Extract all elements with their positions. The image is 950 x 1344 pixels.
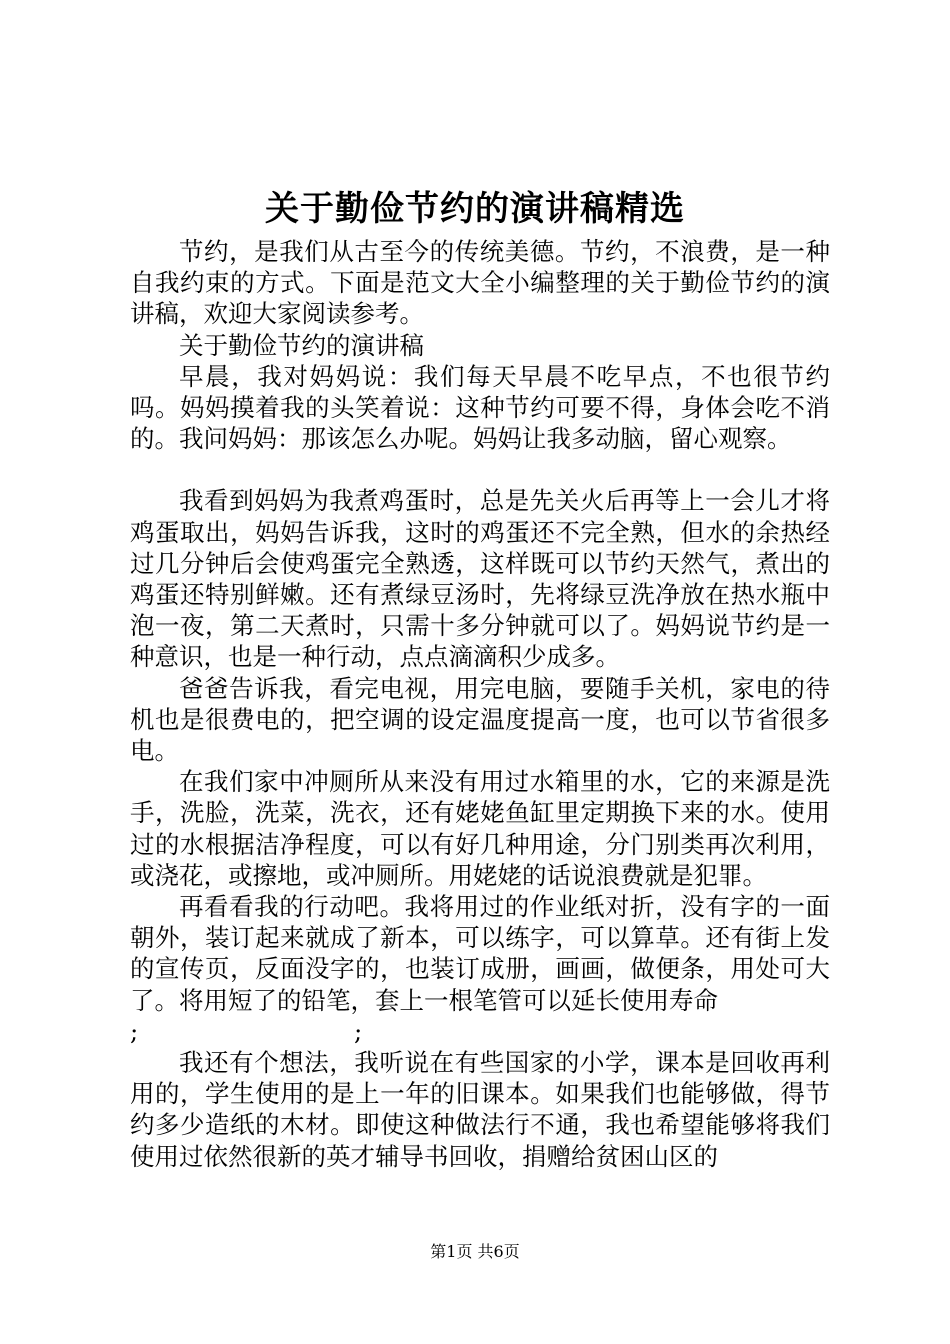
document-body bbox=[130, 236, 830, 1172]
stray-semicolon: ; bbox=[130, 1016, 139, 1046]
body-paragraph: 我还有个想法，我听说在有些国家的小学，课本是回收再利用的，学生使用的是上一年的旧课本。如果我们也能够做，得节约多少造纸的木材。即使这种做法行不通，我也希望能够将我们使用过依然很新的英才辅导书回收，捐赠给贫困山区的 bbox=[130, 1048, 830, 1171]
paragraph-spacer bbox=[130, 454, 830, 485]
body-paragraph: 早晨，我对妈妈说：我们每天早晨不吃早点，不也很节约吗。妈妈摸着我的头笑着说：这种节约可要不得，身体会吃不消的。我问妈妈：那该怎么办呢。妈妈让我多动脑，留心观察。 bbox=[130, 361, 830, 454]
body-paragraph: 再看看我的行动吧。我将用过的作业纸对折，没有字的一面朝外，装订起来就成了新本，可以练字，可以算草。还有街上发的宣传页，反面没字的，也装订成册，画画，做便条，用处可大了。将用短了的铅笔，套上一根笔管可以延长使用寿命 bbox=[130, 892, 830, 1015]
page-footer: 第1页 共6页 bbox=[430, 1242, 520, 1261]
body-paragraph: 我看到妈妈为我煮鸡蛋时，总是先关火后再等上一会儿才将鸡蛋取出，妈妈告诉我，这时的鸡蛋还不完全熟，但水的余热经过几分钟后会使鸡蛋完全熟透，这样既可以节约天然气，煮出的鸡蛋还特别鲜嫩。还有煮绿豆汤时，先将绿豆洗净放在热水瓶中泡一夜，第二天煮时，只需十多分钟就可以了。妈妈说节约是一种意识，也是一种行动，点点滴滴积少成多。 bbox=[130, 486, 830, 672]
body-paragraph: 在我们家中冲厕所从来没有用过水箱里的水，它的来源是洗手，洗脸，洗菜，洗衣，还有姥姥鱼缸里定期换下来的水。使用过的水根据洁净程度，可以有好几种用途，分门别类再次利用，或浇花，或擦地，或冲厕所。用姥姥的话说浪费就是犯罪。 bbox=[130, 767, 830, 890]
stray-semicolon: ; bbox=[354, 1016, 363, 1046]
stray-punctuation-row bbox=[130, 1016, 830, 1047]
section-heading: 关于勤俭节约的演讲稿 bbox=[179, 330, 424, 360]
intro-paragraph: 节约，是我们从古至今的传统美德。节约，不浪费，是一种自我约束的方式。下面是范文大全小编整理的关于勤俭节约的演讲稿，欢迎大家阅读参考。 bbox=[130, 237, 830, 329]
body-paragraph: 爸爸告诉我，看完电视，用完电脑，要随手关机，家电的待机也是很费电的，把空调的设定温度提高一度，也可以节省很多电。 bbox=[130, 673, 830, 766]
document-title: 关于勤俭节约的演讲稿精选 bbox=[265, 189, 685, 229]
